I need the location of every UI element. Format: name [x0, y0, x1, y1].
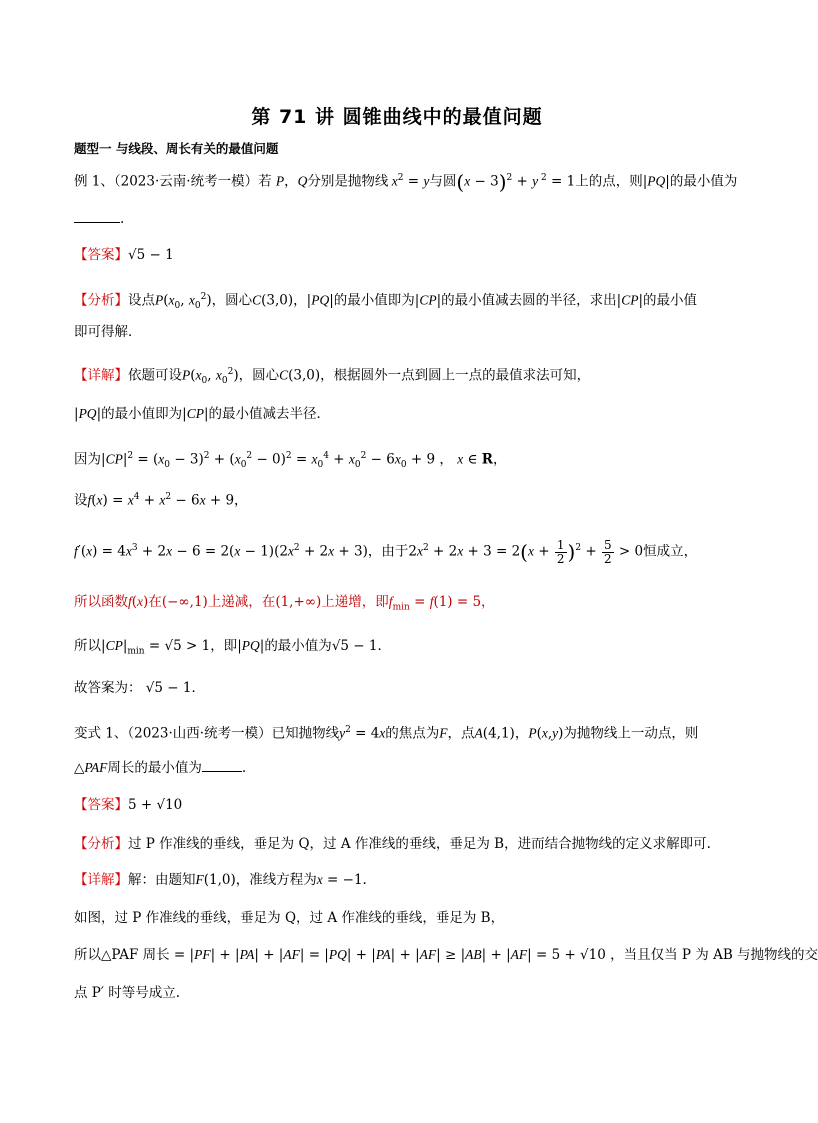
example-1-detail-line7: 所以$|CP|_{min} = √5 > 1$，即|PQ|的最小值为√5 − 1． [74, 638, 391, 657]
variant-1-detail-line2: 如图，过 P 作准线的垂线，垂足为 Q，过 A 作准线的垂线，垂足为 B， [74, 910, 505, 926]
example-1-question: 例 1、（2023·云南·统考一模）若 P，Q分别是抛物线 $x^2 = y$与圆$(x - 3)^2 + y$ $^2$ = 1上的点，则|PQ|的最小值为 [74, 170, 738, 194]
example-1-analysis: 【分析】设点$P(x_0$, $x_0^2$)，圆心C(3,0)，|PQ|的最小值即为|CP|的最小值减去圆的半径，求出|CP|的最小值 [74, 292, 698, 312]
variant-1-detail: 【详解】解：由题知F(1,0)，准线方程为x = −1. [74, 872, 367, 888]
example-1-detail-line6: 所以函数f(x)在(−∞,1)上递减，在(1,+∞)上递增，即$f_{min} = f(1) = 5$， [74, 594, 495, 613]
example-1-final-answer: 故答案为： √5 − 1． [74, 680, 205, 696]
example-1-detail-line4: 设$f(x) = x^4 + x^2 - 6x + 9$， [74, 492, 248, 509]
variant-1-detail-line3: 所以△PAF 周长 = |PF| + |PA| + |AF| = |PQ| + |PA| + |AF| ≥ |AB| + |AF| = 5 + √10 ，当且仅当 P 为 AB 与抛物线的交 [74, 947, 818, 963]
variant-1-question: 变式 1、（2023·山西·统考一模）已知抛物线$y^2 = 4x$的焦点为F，点A(4,1)，P(x,y)为抛物线上一动点，则 [74, 725, 699, 742]
example-1-blank: . [74, 208, 124, 229]
variant-1-detail-line4: 点 P′ 时等号成立. [74, 985, 181, 1001]
example-1-detail-line2: |PQ|的最小值即为|CP|的最小值减去半径． [74, 406, 331, 422]
section-heading: 题型一 与线段、周长有关的最值问题 [74, 141, 279, 156]
variant-1-question-line2: △PAF周长的最小值为 . [74, 757, 246, 778]
example-1-detail-line5: $f'(x) = 4x^3 + 2x - 6 = 2(x - 1)(2x^2 + 2x + 3)$，由于$2x^2 + 2x + 3 = 2(x$ + $\frac{1}{2}$ )$^2$ + $\frac{5}{2}$ > 0恒成立， [74, 537, 698, 566]
example-1-detail: 【详解】依题可设$P(x_0$, $x_0^2$)，圆心C(3,0)，根据圆外一点到圆上一点的最值求法可知， [74, 367, 591, 387]
example-1-analysis-cont: 即可得解． [74, 324, 142, 340]
example-1-detail-line3: 因为$|CP|^2 = (x_0 - 3)^2 + (x_0^2 - 0)^2 = x_0^4 + x_0^2 - 6x_0 + 9$ ， x ∈ R， [74, 451, 507, 471]
variant-1-answer: 【答案】5 + √10 [74, 797, 183, 813]
example-1-answer: 【答案】√5 − 1 [74, 247, 174, 263]
variant-1-analysis: 【分析】过 P 作准线的垂线，垂足为 Q，过 A 作准线的垂线，垂足为 B，进而结合抛物线的定义求解即可. [74, 836, 711, 852]
page-title: 第 71 讲 圆锥曲线中的最值问题 [251, 106, 543, 128]
